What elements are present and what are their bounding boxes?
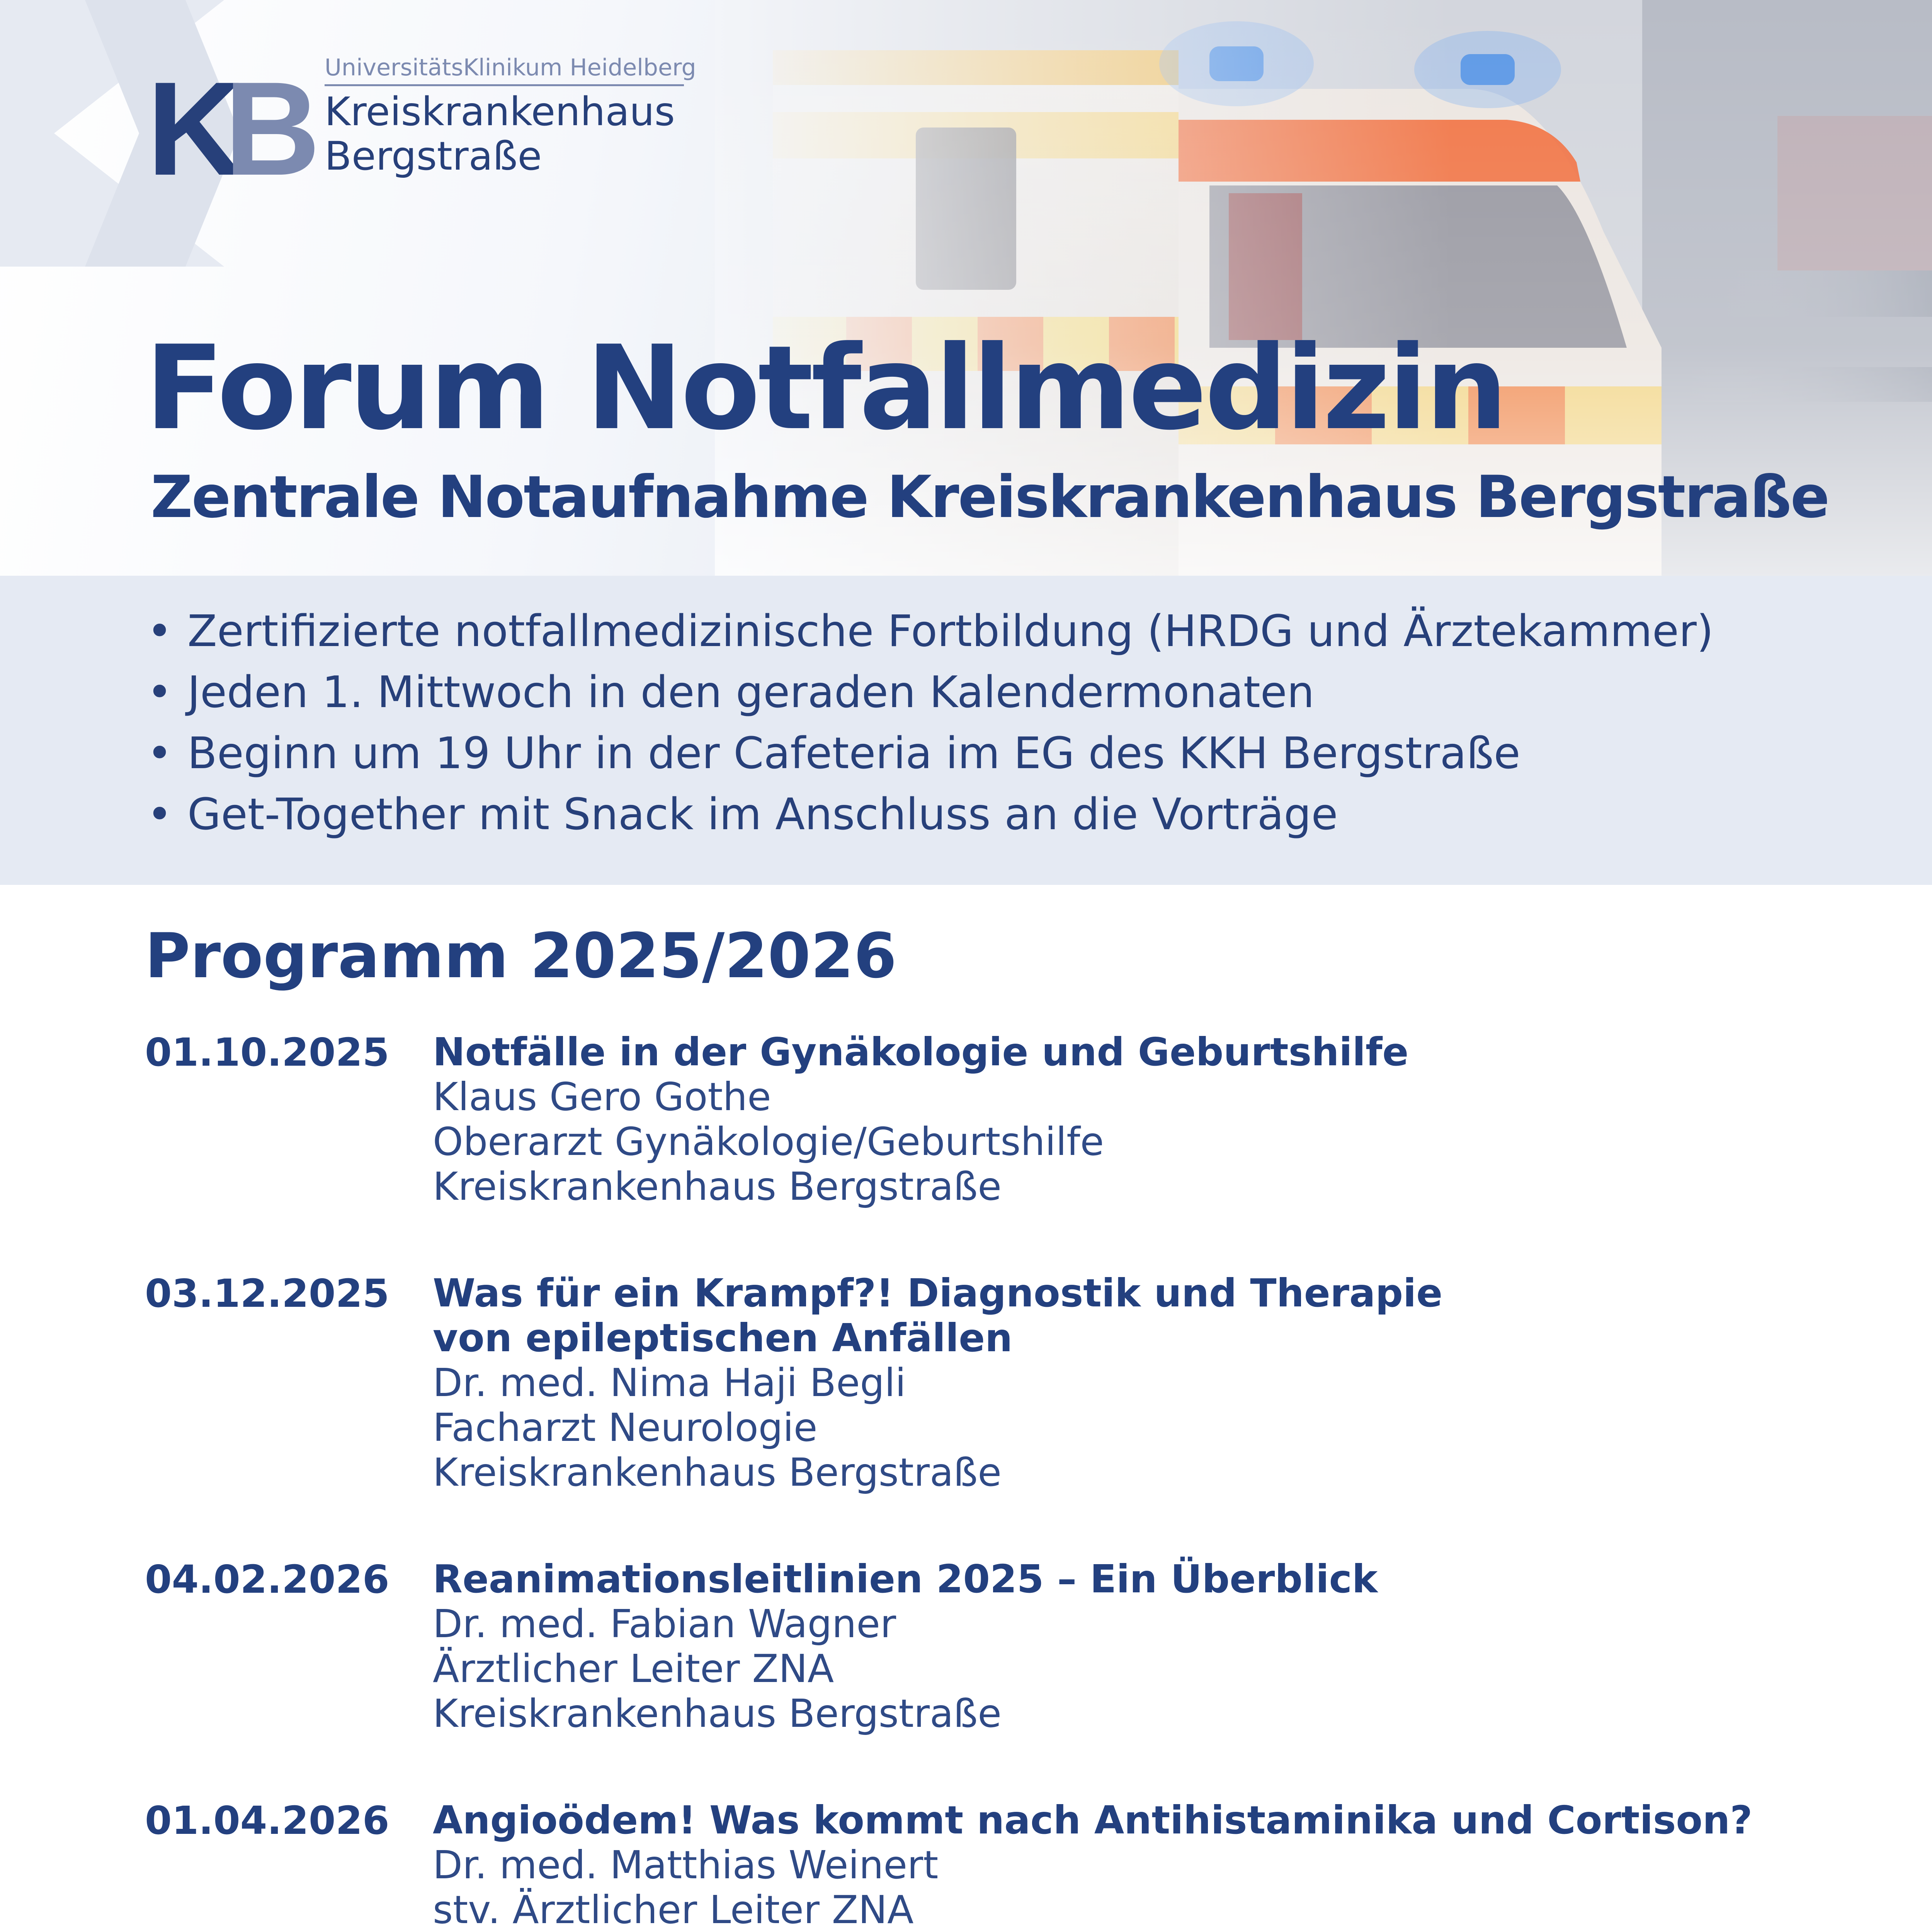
program-event <box>145 1557 1806 1736</box>
page-subtitle: Zentrale Notaufnahme Kreiskrankenhaus Bergstraße <box>151 464 1829 531</box>
event-institution: Kreiskrankenhaus Bergstraße <box>433 1691 1002 1736</box>
program-event <box>145 1271 1806 1495</box>
event-role: Ärztlicher Leiter ZNA <box>433 1646 834 1691</box>
event-speaker: Dr. med. Matthias Weinert <box>433 1842 939 1888</box>
program-event <box>145 1798 1806 1932</box>
kb-logo <box>147 54 696 182</box>
event-date: 03.12.2025 <box>145 1271 389 1316</box>
event-role: Oberarzt Gynäkologie/Geburtshilfe <box>433 1119 1104 1164</box>
event-speaker: Klaus Gero Gothe <box>433 1074 771 1119</box>
bullet-icon: • <box>147 728 173 779</box>
info-bullet: • Jeden 1. Mittwoch in den geraden Kalendermonaten <box>147 662 1714 723</box>
page-title: Forum Notfallmedizin <box>145 321 1506 456</box>
event-speaker: Dr. med. Nima Haji Begli <box>433 1360 906 1405</box>
event-title: Angioödem! Was kommt nach Antihistaminika und Cortison? <box>433 1798 1753 1843</box>
bullet-icon: • <box>147 789 173 840</box>
kb-logo-icon <box>147 73 328 178</box>
bullet-icon: • <box>147 606 173 656</box>
info-bullet: • Get-Together mit Snack im Anschluss an die Vorträge <box>147 784 1714 845</box>
logo-name-line2: Bergstraße <box>325 133 542 179</box>
event-role: Facharzt Neurologie <box>433 1405 818 1450</box>
svg-text:K: K <box>147 73 232 178</box>
event-institution: Kreiskrankenhaus Bergstraße <box>433 1450 1002 1495</box>
event-date: 01.10.2025 <box>145 1030 389 1075</box>
event-speaker: Dr. med. Fabian Wagner <box>433 1601 896 1646</box>
logo-name-line1: Kreiskrankenhaus <box>325 89 675 135</box>
event-date: 04.02.2026 <box>145 1557 389 1602</box>
logo-divider <box>325 84 684 86</box>
program-list <box>145 1030 1806 1932</box>
info-bullet-list <box>147 601 1714 845</box>
event-title: Notfälle in der Gynäkologie und Geburtshilfe <box>433 1029 1409 1075</box>
event-title: Was für ein Krampf?! Diagnostik und Therapie <box>433 1270 1443 1316</box>
bullet-icon: • <box>147 667 173 718</box>
info-bullet: • Zertifizierte notfallmedizinische Fortbildung (HRDG und Ärztekammer) <box>147 601 1714 662</box>
event-institution: Kreiskrankenhaus Bergstraße <box>433 1164 1002 1209</box>
event-title-continued: von epileptischen Anfällen <box>433 1315 1013 1361</box>
program-event <box>145 1030 1806 1209</box>
svg-text:B: B <box>224 73 309 178</box>
info-bullet: • Beginn um 19 Uhr in der Cafeteria im EG des KKH Bergstraße <box>147 723 1714 784</box>
logo-university-label: UniversitätsKlinikum Heidelberg <box>325 54 696 81</box>
event-role: stv. Ärztlicher Leiter ZNA <box>433 1887 914 1932</box>
event-date: 01.04.2026 <box>145 1798 389 1843</box>
event-title: Reanimationsleitlinien 2025 – Ein Überblick <box>433 1556 1378 1602</box>
program-heading: Programm 2025/2026 <box>145 920 897 992</box>
